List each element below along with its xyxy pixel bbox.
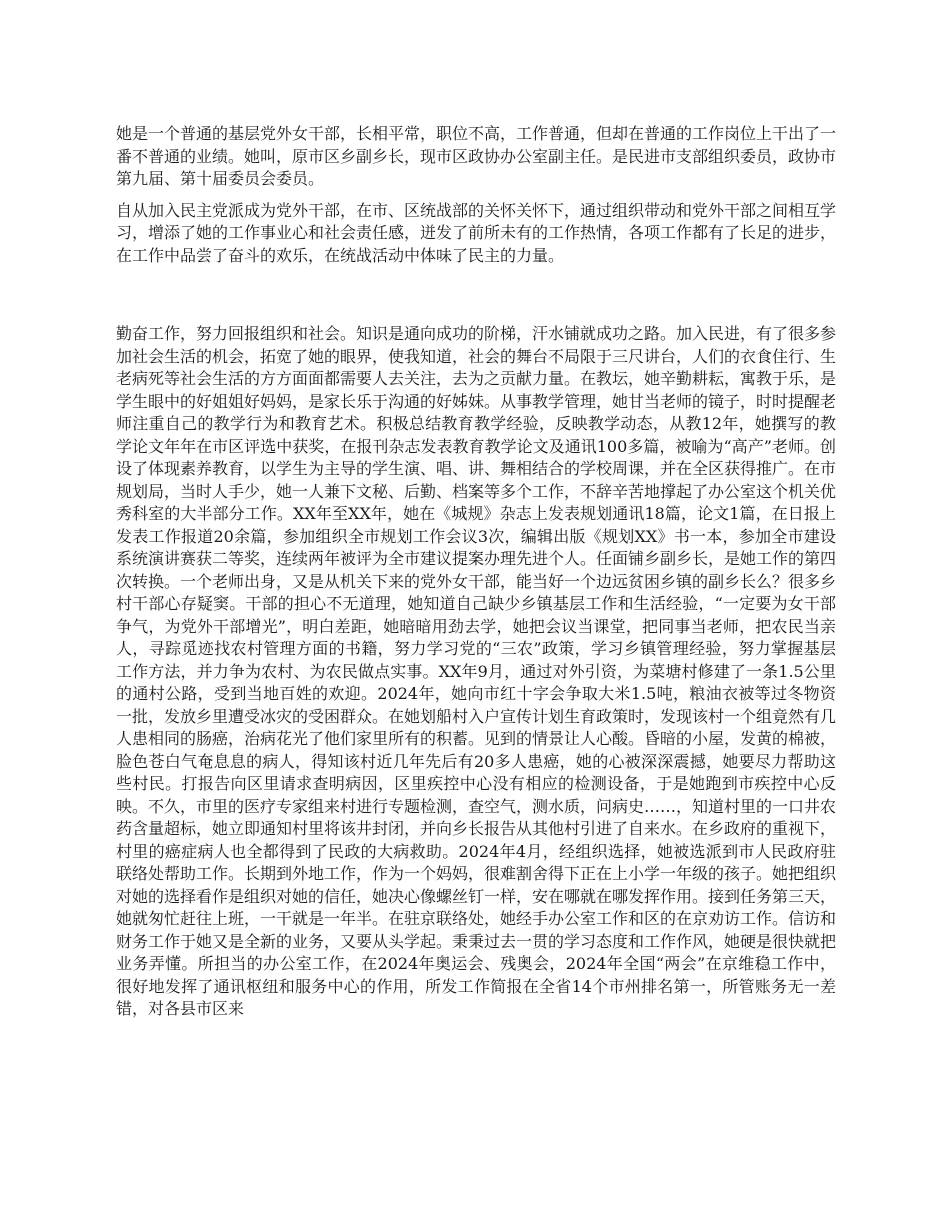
document-body [116, 123, 836, 1021]
paragraph-party-membership: 自从加入民主党派成为党外干部，在市、区统战部的关怀关怀下，通过组织带动和党外干部之间相互学习，增添了她的工作事业心和社会责任感，迸发了前所未有的工作热情，各项工作都有了长足的进步，在工作中品尝了奋斗的欢乐，在统战活动中体味了民主的力量。 [116, 200, 837, 265]
paragraph-work-history: 勤奋工作，努力回报组织和社会。知识是通向成功的阶梯，汗水铺就成功之路。加入民进，有了很多参加社会生活的机会，拓宽了她的眼界，使我知道，社会的舞台不局限于三尺讲台，人们的衣食住行、生老病死等社会生活的方方面面都需要人去关注，去为之贡献力量。在教坛，她辛勤耕耘，寓教于乐，是学生眼中的好姐姐好妈妈，是家长乐于沟通的好姊妹。从事教学管理，她甘当老师的镜子，时时提醒老师注重自己的教学行为和教育艺术。积极总结教育教学经验，反映教学动态，从教12年，她撰写的教学论文年年在市区评选中获奖，在报刊杂志发表教育教学论文及通讯100多篇，被喻为“高产”老师。创设了体现素养教育，以学生为主导的学生演、唱、讲、舞相结合的学校周课，并在全区获得推广。在市规划局，当时人手少，她一人兼下文秘、后勤、档案等多个工作，不辞辛苦地撑起了办公室这个机关优秀科室的大半部分工作。XX年至XX年，她在《城规》杂志上发表规划通讯18篇，论文1篇，在日报上发表工作报道20余篇，参加组织全市规划工作会议3次，编辑出版《规划XX》书一本，参加全市建设系统演讲赛获二等奖，连续两年被评为全市建议提案办理先进个人。任面铺乡副乡长，是她工作的第四次转换。一个老师出身，又是从机关下来的党外女干部，能当好一个边远贫困乡镇的副乡长么？很多乡村干部心存疑窦。干部的担心不无道理，她知道自己缺少乡镇基层工作和生活经验，“一定要为女干部争气，为党外干部增光”，明白差距，她暗暗用劲去学，她把会议当课堂，把同事当老师，把农民当亲人，寻踪觅迹找农村管理方面的书籍，努力学习党的“三农”政策，学习乡镇管理经验，努力掌握基层工作方法，并力争为农村、为农民做点实事。XX年9月，通过对外引资，为菜塘村修建了一条1.5公里的通村公路，受到当地百姓的欢迎。2024年，她向市红十字会争取大米1.5吨，粮油衣被等过冬物资一批，发放乡里遭受冰灾的受困群众。在她划船村入户宣传计划生育政策时，发现该村一个组竟然有几人患相同的肠癌，治病花光了他们家里所有的积蓄。见到的情景让人心酸。昏暗的小屋，发黄的棉被，脸色苍白气奄息息的病人，得知该村近几年先后有20多人患癌，她的心被深深震撼，她要尽力帮助这些村民。打报告向区里请求查明病因，区里疾控中心没有相应的检测设备，于是她跑到市疾控中心反映。不久，市里的医疗专家组来村进行专题检测，查空气，测水质，问病史……，知道村里的一口井农药含量超标，她立即通知村里将该井封闭，并向乡长报告从其他村引进了自来水。在乡政府的重视下，村里的癌症病人也全都得到了民政的大病救助。2024年4月，经组织选择，她被选派到市人民政府驻联络处帮助工作。长期到外地工作，作为一个妈妈，很难割舍得下正在上小学一年级的孩子。她把组织对她的选择看作是组织对她的信任，她决心像螺丝钉一样，安在哪就在哪发挥作用。接到任务第三天，她就匆忙赶往上班，一干就是一年半。在驻京联络处，她经手办公室工作和区的在京劝访工作。信访和财务工作于她又是全新的业务，又要从头学起。秉秉过去一贯的学习态度和工作作风，她硬是很快就把业务弄懂。所担当的办公室工作，在2024年奥运会、残奥会，2024年全国“两会”在京维稳工作中，很好地发挥了通讯枢纽和服务中心的作用，所发工作简报在全省14个市州排名第一，所管账务无一差错，对各县市区来 [116, 324, 837, 1018]
paragraph-intro: 她是一个普通的基层党外女干部，长相平常，职位不高，工作普通，但却在普通的工作岗位上干出了一番不普通的业绩。她叫，原市区乡副乡长，现市区政协办公室副主任。是民进市支部组织委员，政协市第九届、第十届委员会委员。 [116, 124, 837, 188]
